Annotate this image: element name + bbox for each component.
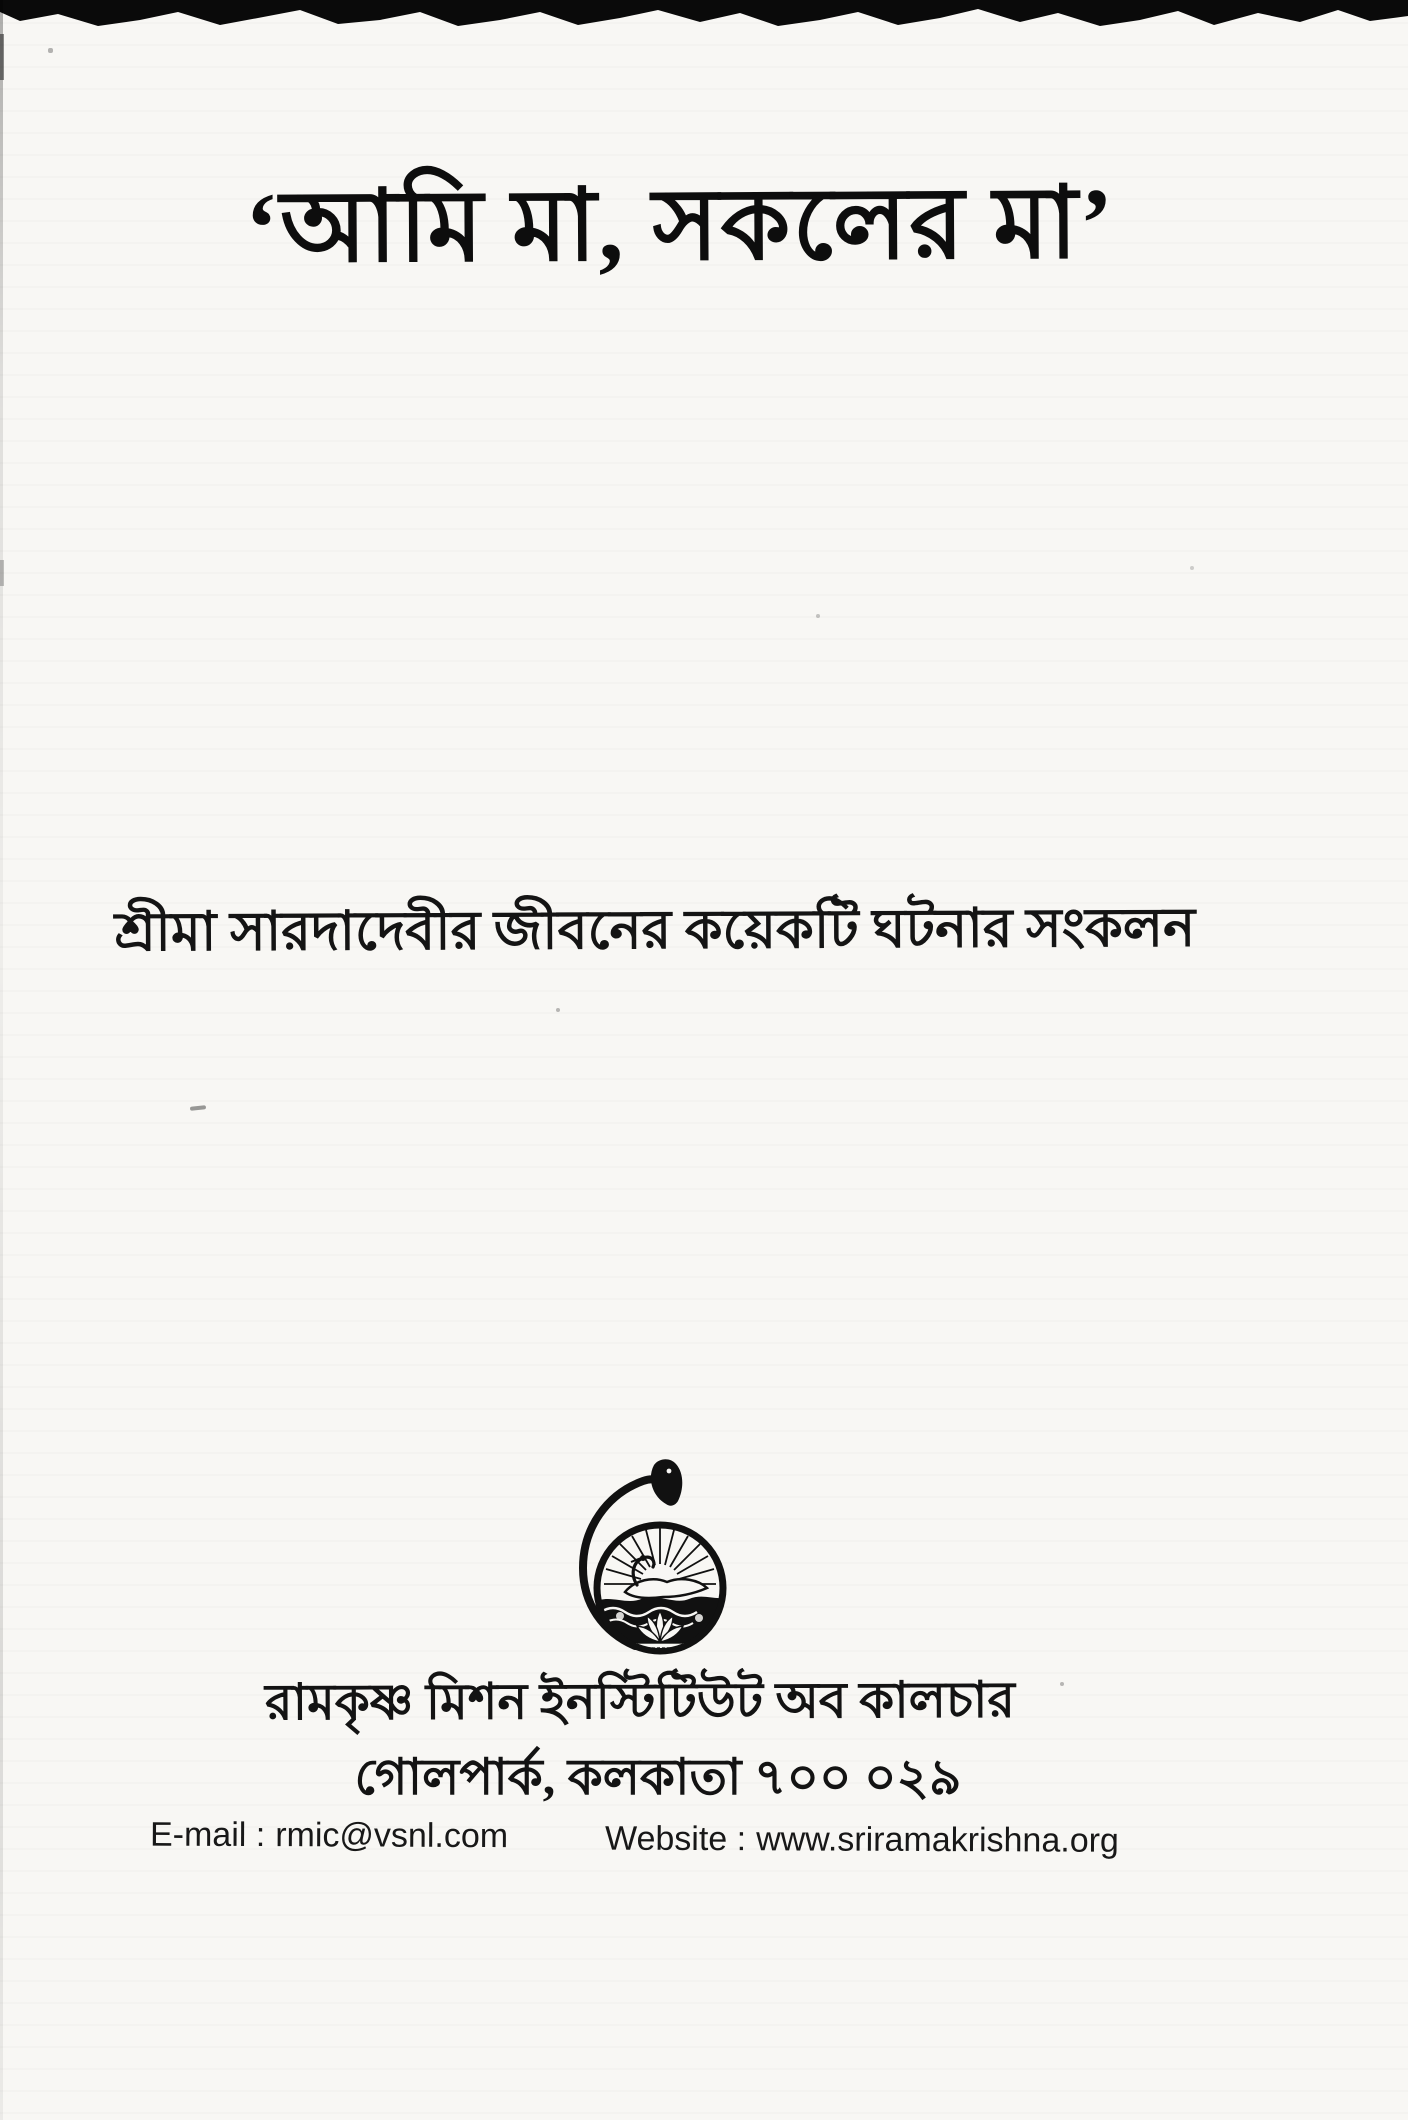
website-value: www.sriramakrishna.org [756, 1820, 1119, 1860]
contact-line [0, 1815, 1408, 1871]
scan-dash-mark [190, 1105, 206, 1111]
ramakrishna-mission-emblem-icon [575, 1458, 745, 1658]
email-value: rmic@vsnl.com [275, 1816, 509, 1856]
scan-speck [556, 1008, 560, 1012]
scan-speck [48, 48, 53, 53]
scan-gutter-tick [0, 34, 4, 80]
scan-speck [816, 614, 820, 618]
publisher-name: রামকৃষ্ণ মিশন ইনস্টিটিউট অব কালচার [264, 1671, 1015, 1731]
serpent-eye [667, 1469, 672, 1474]
book-title: ‘আমি মা, সকলের মা’ [244, 167, 1116, 284]
scan-gutter-tick [0, 560, 4, 586]
website-label: Website : [604, 1819, 747, 1859]
book-subtitle: শ্রীমা সারদাদেবীর জীবনের কয়েকটি ঘটনার সংকলন [114, 897, 1196, 963]
scan-top-edge-artifact [0, 0, 1408, 30]
publisher-address: গোলপার্ক, কলকাতা ৭০০ ০২৯ [354, 1749, 962, 1805]
email-label: E-mail : [149, 1815, 266, 1855]
email-entry [150, 1816, 508, 1857]
serpent-hood-icon [651, 1459, 682, 1505]
scan-speck [1190, 566, 1194, 570]
website-entry [605, 1820, 1119, 1861]
